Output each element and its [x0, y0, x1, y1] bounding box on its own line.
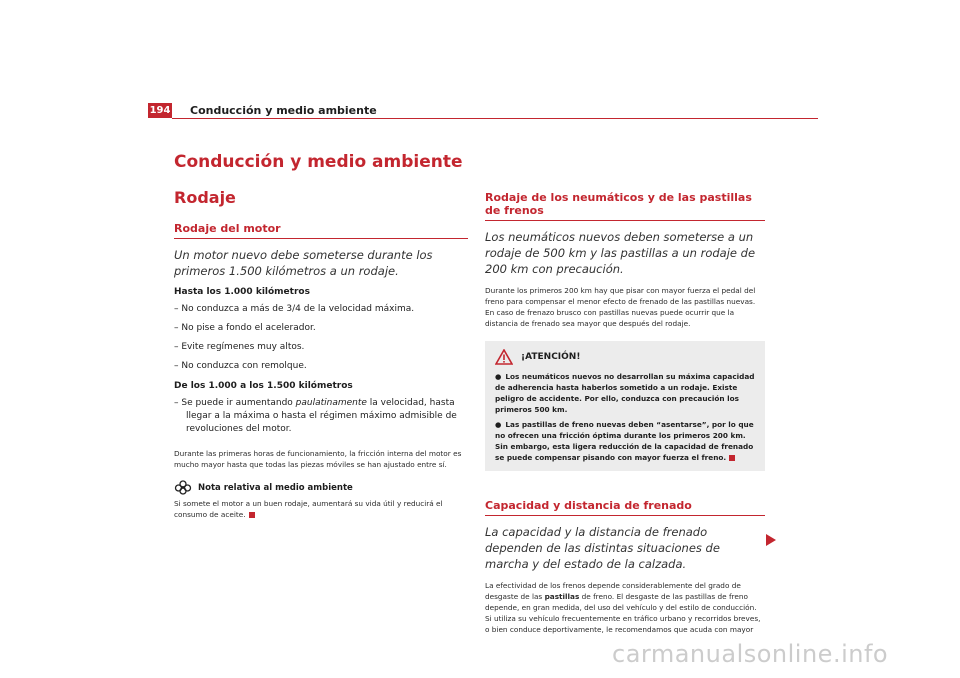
motor-lead: Un motor nuevo debe someterse durante los primeros 1.500 kilómetros a un rodaje.	[174, 248, 433, 278]
motor-paragraph: Durante las primeras horas de funcionamiento, la fricción interna del motor es mucho mayor hasta que todas las piezas móviles se han ajustado entre sí.	[174, 449, 462, 469]
list-item: – No conduzca a más de 3/4 de la velocidad máxima.	[174, 304, 415, 314]
braking-lead: La capacidad y la distancia de frenado dependen de las distintas situaciones de marcha y del estado de la calzada.	[485, 525, 720, 571]
list-item: – No pise a fondo el acelerador.	[174, 323, 316, 333]
list-item: – No conduzca con remolque.	[174, 361, 307, 371]
warning-text: Las pastillas de freno nuevas deben “asentarse”, por lo que no ofrecen una fricción óptima durante los primeros 200 km. Sin embargo, esta ligera reducción de la capacidad de frenado se puede compensar pisando con mayor fuerza el freno.	[495, 420, 754, 462]
note-body: Si somete el motor a un buen rodaje, aumentará su vida útil y reducirá el consumo de aceite.	[174, 499, 443, 519]
end-marker-icon	[249, 512, 255, 518]
item-text: la velocidad, hasta llegar a la máxima o hasta el régimen máximo admisible de revoluciones del motor.	[186, 398, 457, 434]
warning-heading	[495, 349, 757, 365]
group1-title: Hasta los 1.000 kilómetros	[174, 287, 310, 297]
tyres-heading: Rodaje de los neumáticos y de las pastillas de frenos	[485, 191, 765, 221]
end-marker-icon	[729, 455, 735, 461]
tyres-lead: Los neumáticos nuevos deben someterse a un rodaje de 500 km y las pastillas a un rodaje de 200 km con precaución.	[485, 230, 756, 276]
item-emphasis: paulatinamente	[295, 398, 367, 408]
warning-triangle-icon	[495, 349, 513, 365]
braking-text: La efectividad de los frenos depende considerablemente del grado de desgaste de las	[485, 581, 741, 601]
item-text: – Se puede ir aumentando	[174, 398, 296, 408]
section-title: Rodaje	[174, 188, 236, 207]
braking-paragraph	[485, 580, 765, 635]
environment-note-heading	[174, 480, 468, 496]
note-title: Nota relativa al medio ambiente	[198, 483, 353, 493]
braking-bold: pastillas	[544, 592, 580, 601]
warning-box	[485, 341, 765, 471]
chapter-title: Conducción y medio ambiente	[174, 152, 463, 172]
left-column	[174, 222, 468, 520]
bullet-icon: ●	[495, 420, 502, 429]
braking-text: de freno. El desgaste de las pastillas de freno depende, en gran medida, del uso del vehículo y del estilo de conducción. Si utiliza su vehículo frecuentemente en tráfico urbano y recorridos breves, o bien conduce deportivamente, le recomendamos que acuda con mayor	[485, 592, 761, 634]
braking-heading: Capacidad y distancia de frenado	[485, 499, 765, 516]
motor-heading: Rodaje del motor	[174, 222, 468, 239]
page-number: 194	[149, 105, 171, 116]
warning-item	[495, 371, 757, 415]
warning-text: Los neumáticos nuevos no desarrollan su máxima capacidad de adherencia hasta haberlos sometido a un rodaje. Existe peligro de accidente. Por ello, conduzca con precaución los primeros 500 km.	[495, 372, 755, 414]
note-text	[174, 498, 468, 520]
group2-title: De los 1.000 a los 1.500 kilómetros	[174, 381, 353, 391]
bullet-icon: ●	[495, 372, 502, 381]
list-item	[174, 397, 468, 436]
tyres-paragraph: Durante los primeros 200 km hay que pisar con mayor fuerza el pedal del freno para compensar el menor efecto de frenado de las pastillas nuevas. En caso de frenazo brusco con pastillas nuevas puede ocurrir que la distancia de frenado sea mayor que después del rodaje.	[485, 286, 756, 328]
list-item: – Evite regímenes muy altos.	[174, 342, 305, 352]
warning-title: ¡ATENCIÓN!	[521, 352, 581, 362]
flower-icon	[174, 480, 192, 496]
running-header: Conducción y medio ambiente	[190, 104, 377, 117]
watermark: carmanualsonline.info	[612, 640, 889, 668]
right-column	[485, 191, 765, 635]
header-rule	[172, 118, 818, 119]
next-page-arrow-icon[interactable]	[766, 534, 776, 546]
warning-item	[495, 419, 757, 463]
